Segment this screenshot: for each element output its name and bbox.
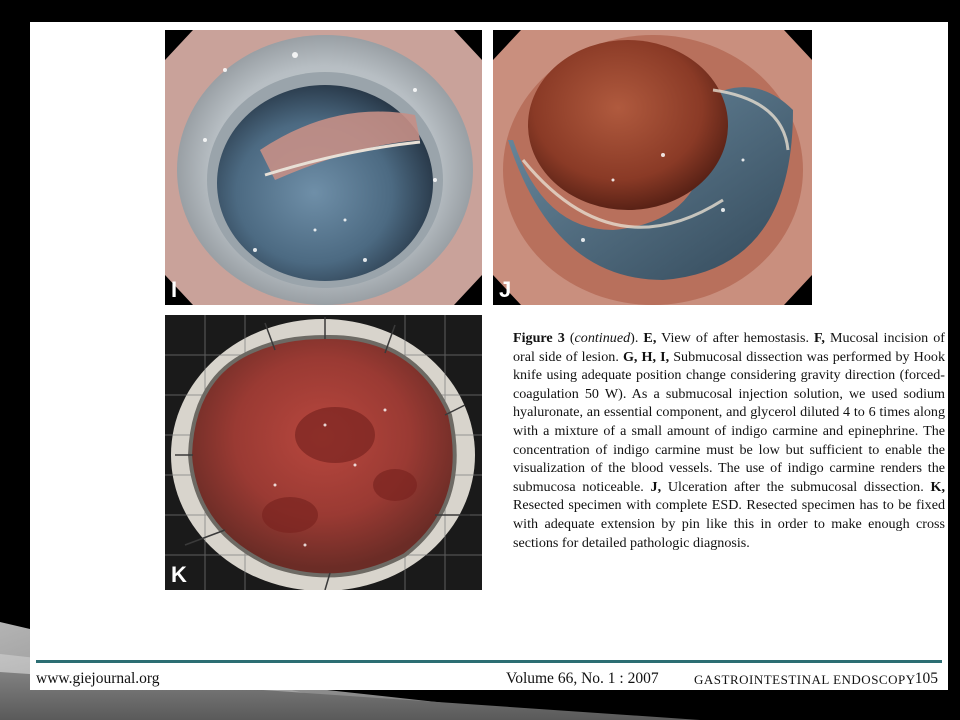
caption-text: Submucosal dissection was performed by Hook knife using adequate position change considering gravity direction (forced-coagulation 50 W). As a submucosal injection solution, we used sodium hyaluronate, an essential component, and glycerol diluted 4 to 6 times along with a mixture of a small amount of indigo carmine and epinephrine. The concentration of indigo carmine must be low but sufficient to enable the visualization of the blood vessels. The use of indigo carmine renders the submucosa noticeable. (513, 348, 946, 495)
footer-rule (36, 660, 942, 663)
endoscopy-photo-i (165, 30, 482, 305)
endoscopic-image (493, 30, 812, 305)
panel-label: J (499, 277, 512, 302)
continued-note: continued (574, 330, 631, 346)
figure-label: Figure 3 (513, 330, 565, 346)
caption-panel-ref: F, (814, 330, 825, 346)
figure-caption: Figure 3 (continued). E, View of after hemostasis. F, Mucosal incision of oral side of lesion. G, H, I, Submucosal dissection was performed by Hook knife using adequate position change considering gravity direction (forced-coagulation 50 W). As a submucosal injection solution, we used sodium hyaluronate, an essential component, and glycerol diluted 4 to 6 times along with a mixture of a small amount of indigo carmine and epinephrine. The concentration of indigo carmine must be low but sufficient to enable the visualization of the blood vessels. The use of indigo carmine renders the submucosa noticeable. J, Ulceration after the submucosal dissection. K, Resected specimen with complete ESD. Resected specimen has to be fixed with adequate extension by pin like this in order to make enough cross sections for detailed pathologic diagnosis. (513, 330, 946, 551)
panel-label: K (171, 562, 187, 587)
specimen-photo-k (165, 315, 482, 590)
caption-body (513, 330, 945, 551)
page-footer (36, 668, 942, 690)
endoscopy-photo-j (493, 30, 812, 305)
journal-page (30, 22, 948, 690)
journal-name: GASTROINTESTINAL ENDOSCOPY (694, 672, 916, 687)
page-number: 105 (914, 670, 938, 687)
caption-panel-ref: K, (930, 478, 945, 495)
panel-label: I (171, 277, 178, 302)
volume-info: Volume 66, No. 1 : 2007 (506, 670, 659, 687)
resected-specimen-image (165, 315, 482, 590)
caption-panel-ref: J, (650, 478, 662, 495)
caption-text: Resected specimen with complete ESD. Resected specimen has to be fixed with adequate extension by pin like this in order to make enough cross sections for detailed pathologic diagnosis. (513, 497, 945, 551)
endoscopic-image (165, 30, 482, 305)
caption-text: Mucosal incision of oral side of lesion. (513, 330, 945, 365)
caption-panel-ref: G, H, I, (622, 348, 670, 365)
caption-text: Ulceration after the submucosal dissection. (661, 478, 931, 495)
caption-text: View of after hemostasis. (656, 330, 815, 346)
caption-panel-ref: E, (643, 330, 657, 346)
journal-website: www.giejournal.org (36, 670, 160, 687)
